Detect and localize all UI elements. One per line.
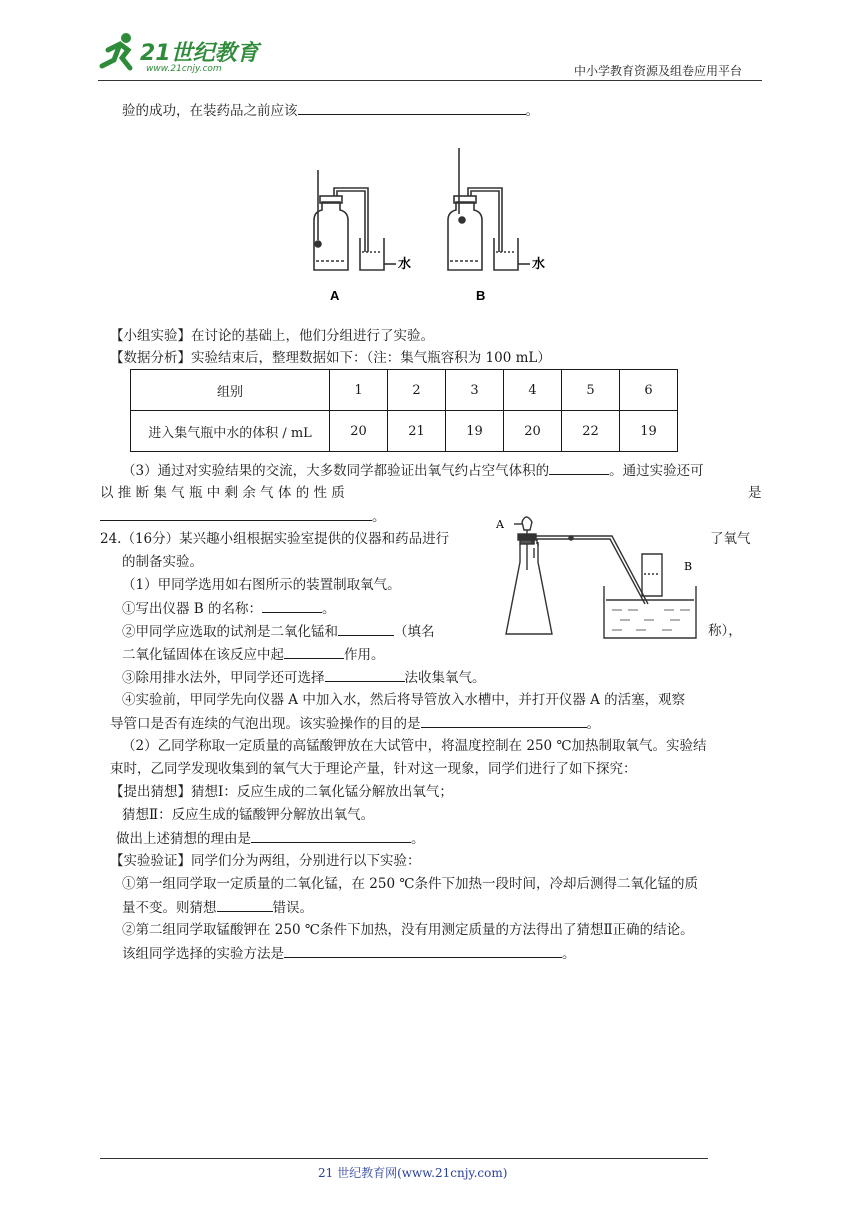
table-row — [131, 370, 678, 411]
text-line: （1）甲同学选用如右图所示的装置制取氧气。 — [122, 577, 401, 593]
text-line: ③除用排水法外，甲同学还可选择 法收集氧气。 — [122, 667, 486, 688]
text-line: ④实验前，甲同学先向仪器 A 中加入水，然后将导管放入水槽中，并打开仪器 A 的活塞，观察 — [122, 692, 686, 708]
table-cell: 21 — [388, 411, 446, 452]
text-line: ①第一组同学取一定质量的二氧化锰，在 250 ℃条件下加热一段时间，冷却后测得二氧化锰的质 — [122, 876, 698, 892]
text-line: ①写出仪器 B 的名称： 。 — [122, 598, 336, 619]
table-cell: 4 — [504, 370, 562, 411]
footer-rule — [100, 1158, 708, 1159]
table-cell: 1 — [330, 370, 388, 411]
text-line: 猜想Ⅱ：反应生成的锰酸钾分解放出氧气。 — [122, 807, 375, 823]
header-rule — [98, 80, 762, 81]
text-line: （3）通过对实验结果的交流，大多数同学都验证出氧气约占空气体积的 。通过实验还可 — [122, 460, 704, 481]
data-table — [130, 369, 678, 452]
table-cell: 3 — [446, 370, 504, 411]
text-line: 。 — [100, 506, 386, 527]
footer-text: 21 世纪教育网(www.21cnjy.com) — [318, 1166, 508, 1180]
text-line: 做出上述猜想的理由是 。 — [116, 828, 425, 849]
text-line: 【提出猜想】猜想Ⅰ：反应生成的二氧化锰分解放出氧气； — [110, 784, 453, 800]
fig-label-a: A — [330, 288, 340, 303]
apparatus-figure-ab — [296, 140, 566, 310]
text-line: 以 推 断 集 气 瓶 中 剩 余 气 体 的 性 质 — [100, 485, 345, 501]
answer-blank — [284, 644, 344, 659]
table-cell: 22 — [562, 411, 620, 452]
table-cell: 19 — [620, 411, 678, 452]
text-line: 量不变。则猜想 错误。 — [122, 897, 313, 918]
text-fragment: 称）， — [708, 623, 742, 639]
text-line: 的制备实验。 — [122, 554, 203, 570]
water-label-a: 水 — [398, 257, 412, 272]
logo-runner-icon — [96, 30, 140, 74]
answer-blank — [284, 943, 562, 958]
answer-blank — [217, 897, 273, 912]
table-cell: 2 — [388, 370, 446, 411]
answer-blank — [421, 713, 587, 728]
answer-blank — [251, 828, 411, 843]
text-line: ②第二组同学取锰酸钾在 250 ℃条件下加热，没有用测定质量的方法得出了猜想Ⅱ正确的结论。 — [122, 922, 694, 938]
text-line: 二氧化锰固体在该反应中起 作用。 — [122, 644, 385, 665]
text-line: 【小组实验】在讨论的基础上，他们分组进行了实验。 — [110, 328, 434, 344]
answer-blank — [338, 621, 394, 636]
text-fragment: 是 — [748, 485, 762, 501]
apparatus-figure-flask — [494, 504, 704, 644]
text-fragment: 了氧气 — [710, 531, 751, 547]
table-cell: 6 — [620, 370, 678, 411]
table-cell: 组别 — [131, 370, 330, 411]
text-line: （2）乙同学称取一定质量的高锰酸钾放在大试管中，将温度控制在 250 ℃加热制取氧气。实验结 — [122, 738, 707, 754]
table-cell: 20 — [330, 411, 388, 452]
text-line: 【数据分析】实验结束后，整理数据如下：（注：集气瓶容积为 100 mL） — [110, 350, 551, 366]
text-line: ②甲同学应选取的试剂是二氧化锰和 （填名 — [122, 621, 435, 642]
table-cell: 进入集气瓶中水的体积 / mL — [131, 411, 330, 452]
water-label-b: 水 — [532, 257, 546, 272]
logo-subtext: www.21cnjy.com — [146, 64, 222, 74]
answer-blank — [325, 667, 405, 682]
question-24: 24.（16分）某兴趣小组根据实验室提供的仪器和药品进行 — [100, 531, 450, 547]
table-cell: 20 — [504, 411, 562, 452]
table-cell: 19 — [446, 411, 504, 452]
text-line: 束时，乙同学发现收集到的氧气大于理论产量，针对这一现象，同学们进行了如下探究： — [110, 761, 637, 777]
text-line: 该组同学选择的实验方法是 。 — [122, 943, 576, 964]
fig-label-b: B — [476, 288, 486, 303]
answer-blank — [549, 460, 609, 475]
answer-blank — [298, 100, 526, 115]
text-line: 【实验验证】同学们分为两组，分别进行以下实验： — [110, 853, 421, 869]
table-row — [131, 411, 678, 452]
text-line: 验的成功，在装药品之前应该 。 — [122, 100, 539, 121]
answer-blank — [262, 598, 322, 613]
app-label-a: A — [496, 518, 504, 531]
text-line: 导管口是否有连续的气泡出现。该实验操作的目的是 。 — [110, 713, 600, 734]
table-cell: 5 — [562, 370, 620, 411]
answer-blank — [100, 506, 372, 521]
header-right-text: 中小学教育资源及组卷应用平台 — [574, 64, 743, 78]
logo-text: 21世纪教育 — [140, 41, 259, 66]
app-label-b: B — [684, 560, 693, 573]
